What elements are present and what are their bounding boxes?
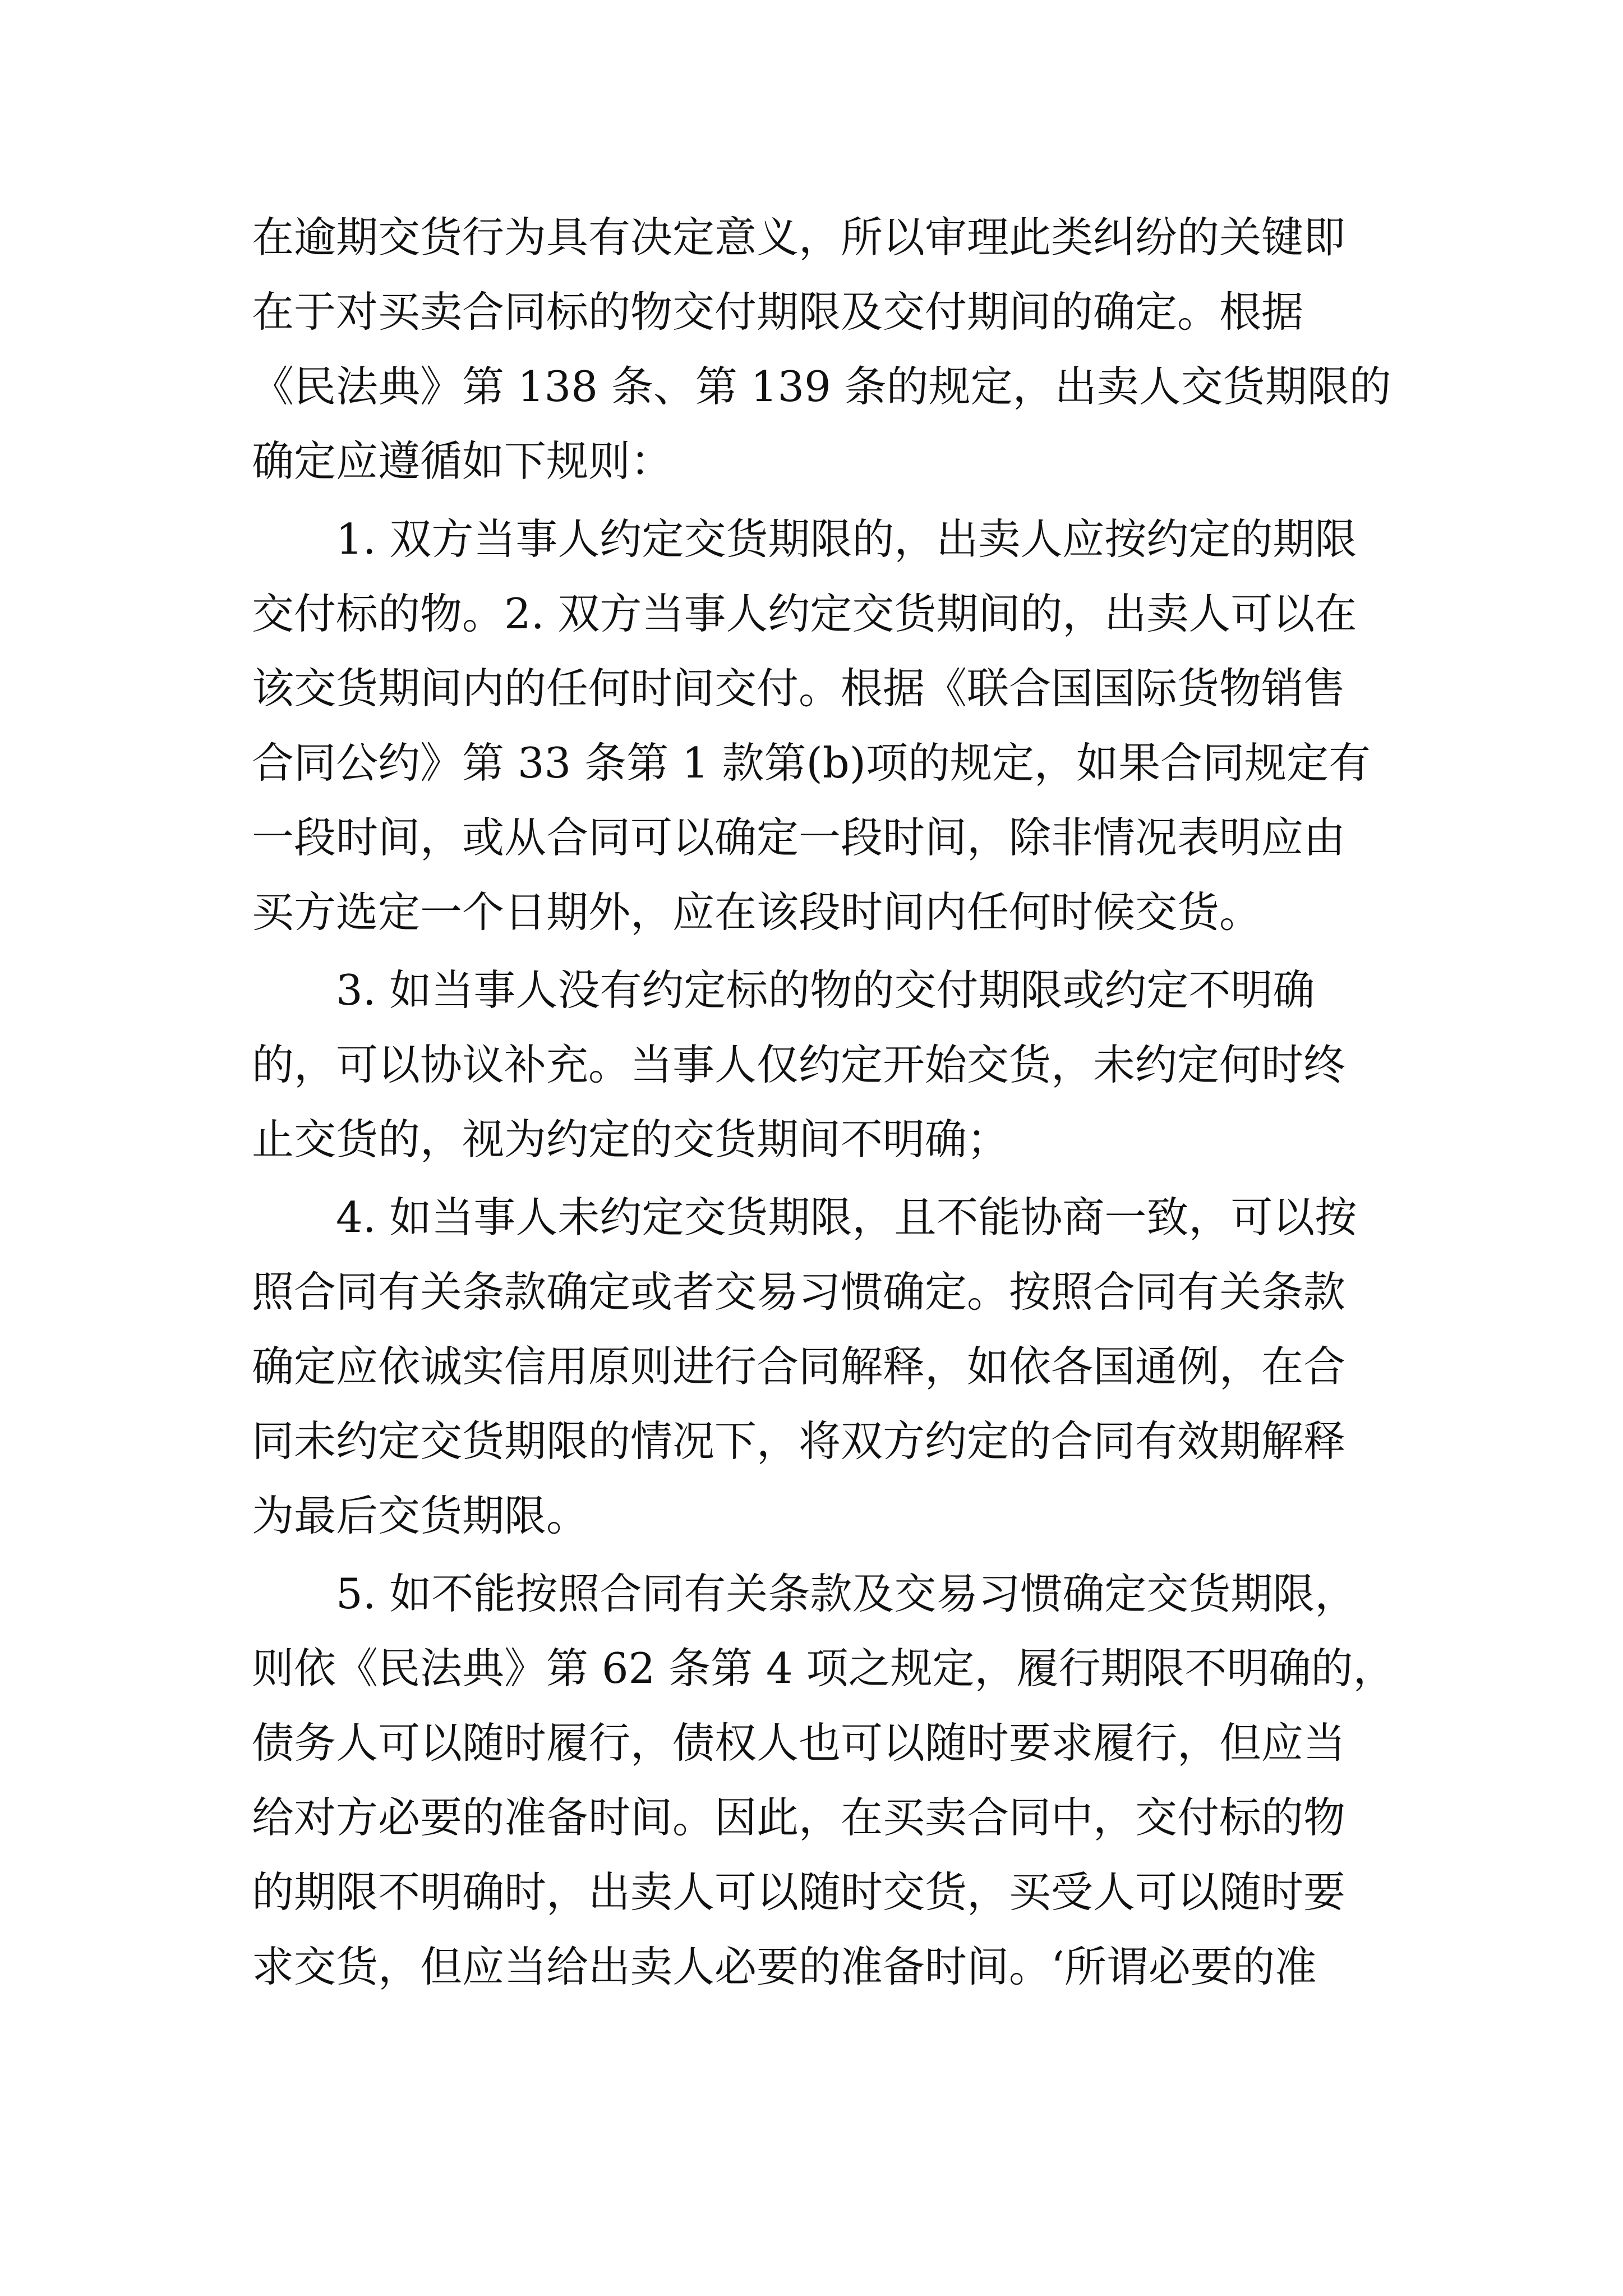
text-line: 1. 双方当事人约定交货期限的，出卖人应按约定的期限 [252,514,1357,564]
paragraph-2 [252,502,1390,950]
body-text [252,200,1395,2004]
paragraph-1 [252,200,1390,499]
text-line: 的，可以协议补充。当事人仅约定开始交货，未约定何时终 [252,1040,1346,1089]
text-line: 债务人可以随时履行，债权人也可以随时要求履行，但应当 [252,1718,1346,1768]
text-line: 买方选定一个日期外，应在该段时间内任何时候交货。 [252,887,1262,937]
text-line: 5. 如不能按照合同有关条款及交易习惯确定交货期限， [252,1569,1357,1618]
text-line: 止交货的，视为约定的交货期间不明确； [252,1115,1009,1164]
text-line: 3. 如当事人没有约定标的物的交付期限或约定不明确 [252,965,1315,1015]
text-line: 给对方必要的准备时间。因此，在买卖合同中，交付标的物 [252,1793,1346,1842]
text-line: 交付标的物。2. 双方当事人约定交货期间的，出卖人可以在 [252,589,1357,638]
text-line: 同未约定交货期限的情况下，将双方约定的合同有效期解释 [252,1416,1346,1466]
text-line: 《民法典》第 138 条、第 139 条的规定，出卖人交货期限的 [252,362,1391,411]
text-line: 确定应遵循如下规则： [252,436,673,486]
text-line: 该交货期间内的任何时间交付。根据《联合国国际货物销售 [252,664,1346,713]
paragraph-5 [252,1557,1395,2004]
text-line: 求交货，但应当给出卖人必要的准备时间。‘所谓必要的准 [252,1942,1317,1991]
text-line: 4. 如当事人未约定交货期限，且不能协商一致，可以按 [252,1193,1357,1242]
text-line: 在于对买卖合同标的物交付期限及交付期间的确定。根据 [252,287,1304,337]
text-line: 确定应依诚实信用原则进行合同解释，如依各国通例，在合 [252,1342,1346,1391]
text-line: 则依《民法典》第 62 条第 4 项之规定，履行期限不明确的， [252,1644,1395,1693]
text-line: 的期限不明确时，出卖人可以随时交货，买受人可以随时要 [252,1867,1346,1917]
text-line: 照合同有关条款确定或者交易习惯确定。按照合同有关条款 [252,1267,1346,1317]
text-line: 为最后交货期限。 [252,1491,589,1540]
paragraph-3 [252,953,1390,1177]
text-line: 合同公约》第 33 条第 1 款第(b)项的规定，如果合同规定有 [252,738,1371,788]
text-line: 一段时间，或从合同可以确定一段时间，除非情况表明应由 [252,813,1346,862]
text-line: 在逾期交货行为具有决定意义，所以审理此类纠纷的关键即 [252,213,1346,262]
paragraph-4 [252,1180,1390,1553]
